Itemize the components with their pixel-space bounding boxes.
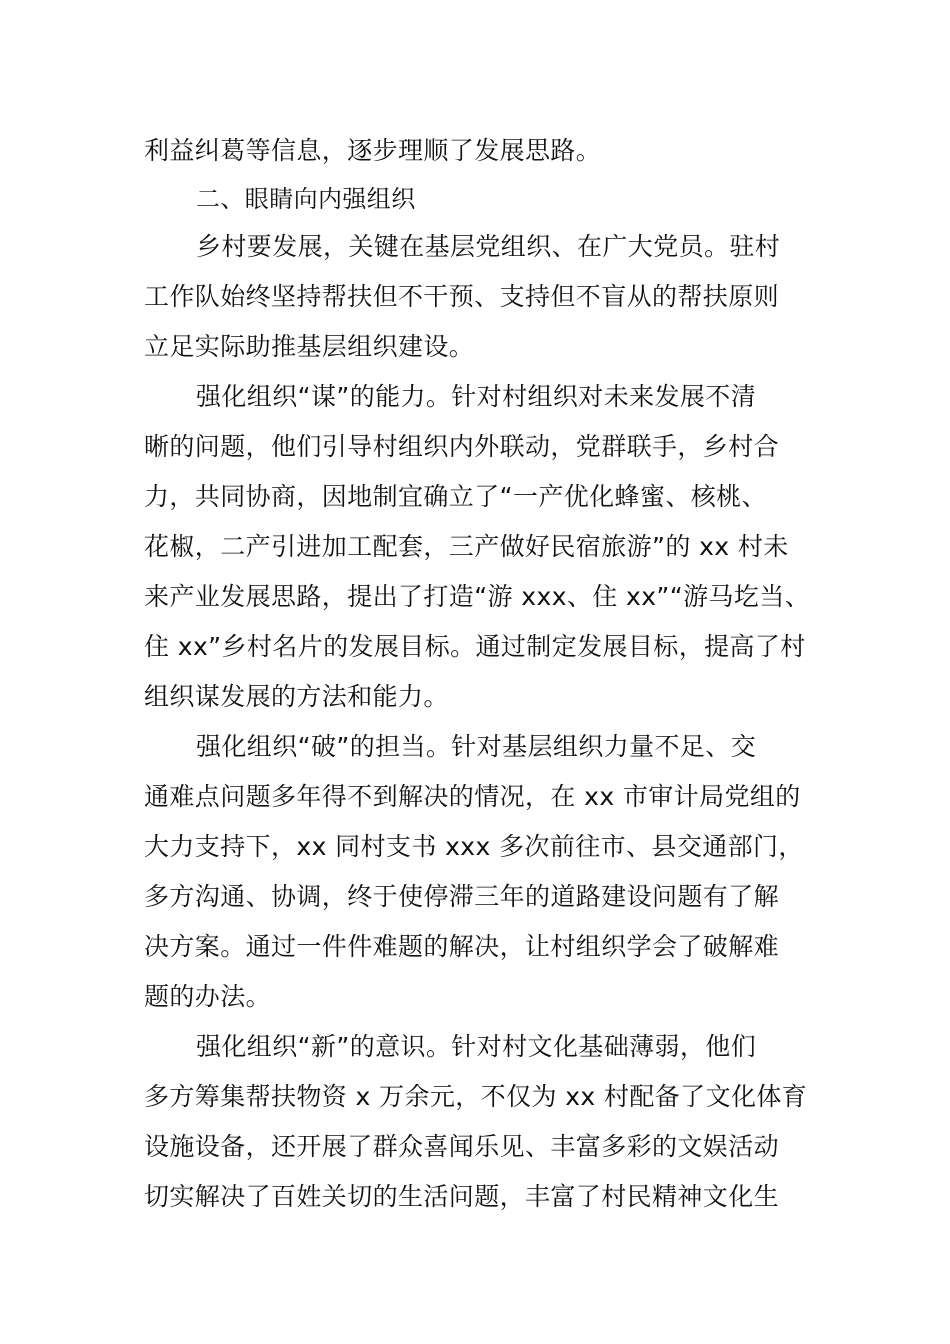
paragraph-first-line: 强化组织“破”的担当。针对基层组织力量不足、交 (196, 732, 757, 761)
text-line: 多方沟通、协调，终于使停滞三年的道路建设问题有了解 (144, 882, 780, 911)
text-line: 设施设备，还开展了群众喜闻乐见、丰富多彩的文娱活动 (144, 1132, 780, 1161)
text-line: 组织谋发展的方法和能力。 (144, 682, 449, 711)
text-line: 花椒，二产引进加工配套，三产做好民宿旅游”的 xx 村未 (144, 532, 789, 561)
text-line: 工作队始终坚持帮扶但不干预、支持但不盲从的帮扶原则 (144, 282, 780, 311)
paragraph-first-line: 强化组织“新”的意识。针对村文化基础薄弱，他们 (196, 1032, 757, 1061)
text-line: 多方筹集帮扶物资 x 万余元，不仅为 xx 村配备了文化体育 (144, 1082, 808, 1111)
text-line: 切实解决了百姓关切的生活问题，丰富了村民精神文化生 (144, 1182, 780, 1211)
text-line: 大力支持下，xx 同村支书 xxx 多次前往市、县交通部门， (144, 832, 804, 861)
text-line: 力，共同协商，因地制宜确立了“一产优化蜂蜜、核桃、 (144, 482, 767, 511)
document-body (144, 126, 810, 1222)
text-line: 立足实际助推基层组织建设。 (144, 332, 475, 361)
text-line: 通难点问题多年得不到解决的情况，在 xx 市审计局党组的 (144, 782, 801, 811)
text-line: 晰的问题，他们引导村组织内外联动，党群联手，乡村合 (144, 432, 780, 461)
text-line: 决方案。通过一件件难题的解决，让村组织学会了破解难 (144, 932, 780, 961)
text-line: 住 xx”乡村名片的发展目标。通过制定发展目标，提高了村 (144, 632, 806, 661)
section-heading: 二、眼睛向内强组织 (196, 185, 416, 213)
text-line: 来产业发展思路，提出了打造“游 xxx、住 xx”“游马圪当、 (144, 582, 811, 611)
text-line: 题的办法。 (144, 982, 272, 1011)
text-line: 利益纠葛等信息，逐步理顺了发展思路。 (144, 136, 602, 165)
paragraph-first-line: 乡村要发展，关键在基层党组织、在广大党员。驻村 (196, 232, 781, 261)
paragraph-first-line: 强化组织“谋”的能力。针对村组织对未来发展不清 (196, 382, 757, 411)
